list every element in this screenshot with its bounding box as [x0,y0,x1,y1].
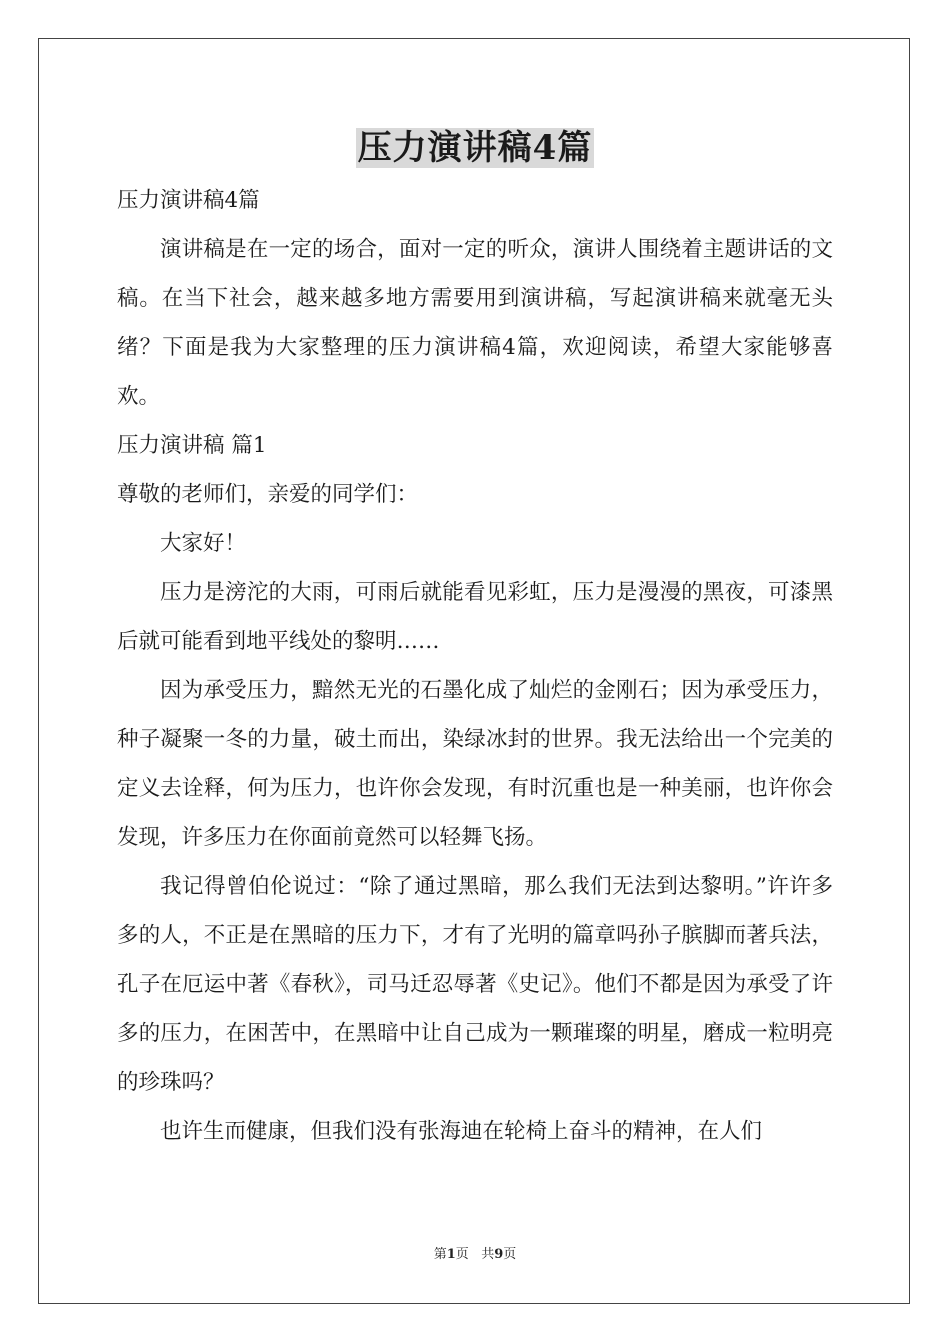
footer-page-suffix: 页 [455,1247,469,1262]
paragraph: 尊敬的老师们，亲爱的同学们： [117,482,419,507]
document-title: 压力演讲稿4篇 [357,128,593,168]
paragraph: 也许生而健康，但我们没有张海迪在轮椅上奋斗的精神，在人们 [160,1119,763,1144]
paragraph: 压力是滂沱的大雨，可雨后就能看见彩虹，压力是漫漫的黑夜，可漆黑后就可能看到地平线处的黎明…… [117,580,833,654]
footer-total-prefix: 共 [481,1247,495,1262]
footer-total-number: 9 [494,1247,504,1262]
paragraph: 我记得曾伯伦说过：“除了通过黑暗，那么我们无法到达黎明。”许许多多的人，不正是在黑暗的压力下，才有了光明的篇章吗孙子膑脚而著兵法，孔子在厄运中著《春秋》，司马迁忍辱著《史记》。他们不都是因为承受了许多的压力，在困苦中，在黑暗中让自己成为一颗璀璨的明星，磨成一粒明亮的珍珠吗？ [117,874,833,1095]
page-footer [0,1246,950,1264]
document-body [117,176,833,1156]
paragraph: 因为承受压力，黯然无光的石墨化成了灿烂的金刚石；因为承受压力，种子凝聚一冬的力量，破土而出，染绿冰封的世界。我无法给出一个完美的定义去诠释，何为压力，也许你会发现，有时沉重也是一种美丽，也许你会发现，许多压力在你面前竟然可以轻舞飞扬。 [117,678,833,850]
footer-total-suffix: 页 [503,1247,517,1262]
paragraph: 压力演讲稿4篇 [117,188,260,213]
footer-page-prefix: 第 [433,1247,447,1262]
section-heading: 压力演讲稿 篇1 [117,433,267,458]
title-wrap [0,128,950,168]
footer-page-number: 1 [446,1247,456,1262]
paragraph: 大家好！ [160,531,247,556]
paragraph: 演讲稿是在一定的场合，面对一定的听众，演讲人围绕着主题讲话的文稿。在当下社会，越来越多地方需要用到演讲稿，写起演讲稿来就毫无头绪？下面是我为大家整理的压力演讲稿4篇，欢迎阅读，希望大家能够喜欢。 [117,237,833,409]
